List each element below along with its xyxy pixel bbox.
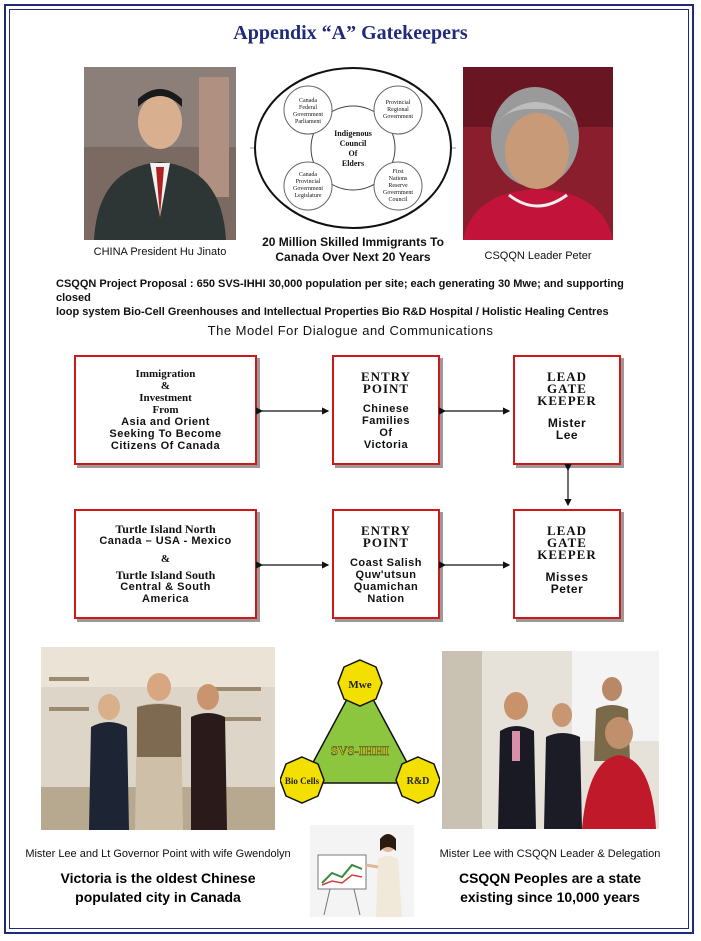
victoria-statement [25,869,291,907]
center-line3: Of [348,149,358,158]
node-firstnations-line3: Reserve [388,183,408,189]
victoria-statement-line2: populated city in Canada [75,889,241,905]
triangle-top-label: Mwe [348,679,372,691]
victoria-photo-art [41,647,275,830]
entry2-body2: Quw'utsun [355,569,417,581]
node-firstnations-line4: Government [383,190,413,196]
entry2-body4: Nation [367,593,405,605]
entry2-body1: Coast Salish [349,557,423,569]
node-federal-line2: Federal [299,105,317,111]
node-provincial-line3: Government [383,114,413,120]
node-firstnations-line5: Council [388,197,408,203]
turtle-amp: & [160,553,171,565]
turtle-north-line1: Turtle Island North [115,522,216,536]
turtle-north-line2: Canada – USA - Mexico [99,535,232,547]
turtle-south-line1: Turtle Island South [115,568,216,582]
lead2-head3: KEEPER [537,547,597,562]
center-line2: Council [339,139,367,148]
triangle-left-label: Bio Cells [284,776,320,786]
victoria-statement-line1: Victoria is the oldest Chinese [60,870,256,886]
node-federal-line4: Parliament [295,119,321,125]
center-line1: Indigenous [334,129,372,138]
immigration-line7: Citizens Of Canada [110,440,221,452]
lead2-head1: LEAD [546,523,588,538]
node-provincial-line2: Regional [387,107,409,113]
victoria-photo [41,647,275,830]
proposal-line2: loop system Bio-Cell Greenhouses and Intellectual Properties Bio R&D Hospital / Holistic Healing Centres [56,306,609,318]
lead1-head3: KEEPER [537,393,597,408]
immigration-line6: Seeking To Become [109,428,222,440]
entry1-body1: Chinese [362,403,410,415]
immigration-line1: Immigration [135,368,196,380]
immigration-line3: Investment [139,392,192,404]
lead2-body1: Misses [545,570,589,584]
page-title: Appendix “A” Gatekeepers [233,22,468,44]
victoria-caption: Mister Lee and Lt Governor Point with wife Gwendolyn [25,848,291,860]
lead2-body2: Peter [550,582,584,596]
center-line4: Elders [341,159,365,168]
immigration-line4: From [152,404,179,416]
delegation-caption: Mister Lee with CSQQN Leader & Delegation [439,848,661,860]
turtle-south-line3: America [142,593,189,605]
entry2-body3: Quamichan [353,581,419,593]
entry2-head2: POINT [362,535,410,550]
immigration-line2: & [160,380,171,392]
lead1-body1: Mister [547,416,587,430]
lead1-body2: Lee [555,428,579,442]
node-legislature-line2: Provincial [295,179,321,185]
entry1-body4: Victoria [363,439,409,451]
lead1-head1: LEAD [546,369,588,384]
model-title: The Model For Dialogue and Communications [207,323,494,338]
node-federal-line3: Government [293,112,323,118]
delegation-photo [442,651,659,829]
node-firstnations-line1: First [392,169,404,175]
svs-ihhi-triangle [280,655,440,815]
presenter-graphic [310,825,414,917]
entry2-head1: ENTRY [360,523,412,538]
entry1-head2: POINT [362,381,410,396]
turtle-south-line2: Central & South [120,581,211,593]
entry1-body2: Families [361,415,411,427]
node-firstnations-line2: Nations [388,176,408,182]
triangle-right-label: R&D [406,776,430,787]
delegation-photo-art [442,651,659,829]
presenter-art [310,825,414,917]
immigration-line5: Asia and Orient [121,416,210,428]
immigrants-caption-line2: Canada Over Next 20 Years [275,250,431,264]
immigrants-caption-line1: 20 Million Skilled Immigrants To [262,235,444,249]
entry1-body3: Of [379,427,393,439]
proposal-line1: CSQQN Project Proposal : 650 SVS-IHHI 30,000 population per site; each generating 30 Mwe; and supporting closed [56,278,624,304]
president-caption: CHINA President Hu Jinato [93,246,227,258]
entry1-head1: ENTRY [360,369,412,384]
node-provincial-line1: Provincial [385,100,411,106]
node-legislature-line3: Government [293,186,323,192]
lead1-head2: GATE [547,381,587,396]
node-legislature-line1: Canada [299,172,317,178]
node-federal-line1: Canada [299,98,317,104]
lead2-head2: GATE [547,535,587,550]
delegation-statement-line2: existing since 10,000 years [460,889,640,905]
delegation-statement [425,869,675,907]
leader-caption: CSQQN Leader Peter [484,250,592,262]
triangle-center-label: SVS-IHHI [330,743,390,758]
node-legislature-line4: Legislature [294,193,322,199]
delegation-statement-line1: CSQQN Peoples are a state [458,870,642,886]
